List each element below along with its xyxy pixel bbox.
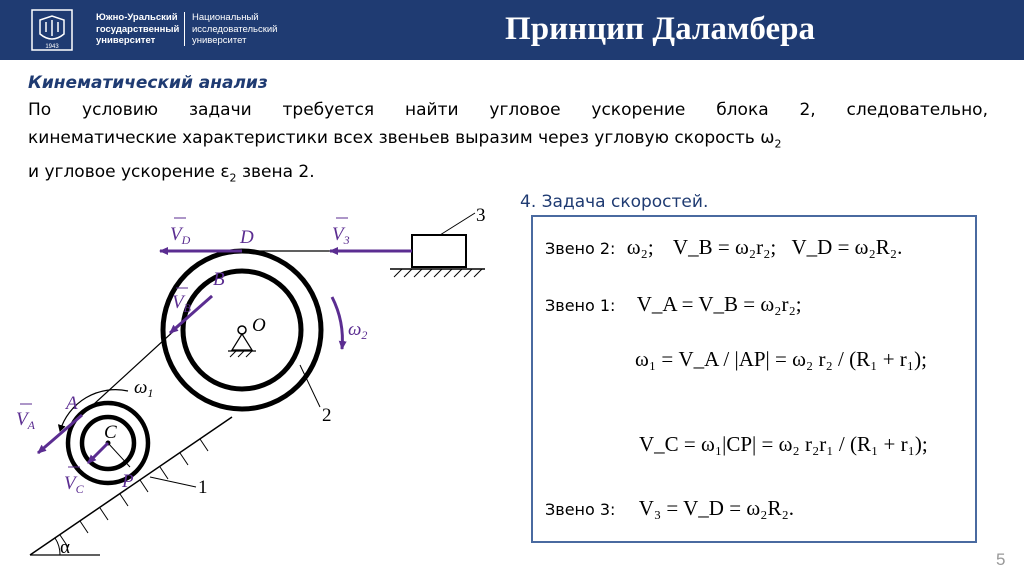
- body-3: [390, 213, 485, 277]
- paragraph-line-2: кинематические характеристики всех звеньев выразим через угловую скорость $\omega_2$: [28, 128, 782, 151]
- label-d: D: [240, 227, 254, 248]
- mechanism-diagram: [0, 195, 510, 565]
- task-heading: 4. Задача скоростей.: [520, 192, 709, 212]
- label-o: O: [252, 315, 266, 336]
- label-omega2: $\omega_2$: [348, 319, 368, 342]
- paragraph-line-3: и угловое ускорение $\varepsilon_2$ звена 2.: [28, 162, 315, 185]
- label-va: $V_A$: [16, 409, 35, 432]
- label-vd: $V_D$: [170, 224, 191, 247]
- university-logo-icon: [30, 8, 74, 52]
- label-b: B: [213, 269, 225, 290]
- label-alpha: α: [60, 537, 70, 558]
- label-vc: $V_C$: [64, 473, 84, 496]
- intro-paragraph: [28, 96, 988, 193]
- header-bar: [0, 0, 1024, 60]
- label-body-1: 1: [198, 477, 208, 498]
- label-p: P: [122, 471, 134, 492]
- formula-row-link1: Звено 1: V_A = V_B = ω₂r₂;: [545, 292, 802, 316]
- omega2-arc-icon: [332, 297, 342, 349]
- velocity-formulas-box: [531, 215, 977, 543]
- label-body-3: 3: [476, 205, 486, 226]
- block-2: [163, 251, 321, 409]
- label-vb: $V_B$: [172, 292, 191, 315]
- section-title: Кинематический анализ: [28, 73, 268, 93]
- page-title: Принцип Даламбера: [505, 11, 815, 47]
- formula-row-link3: Звено 3: V₃ = V_D = ω₂R₂.: [545, 496, 795, 520]
- national-label: Национальный исследовательский университет: [192, 12, 278, 46]
- label-v3: $V_3$: [332, 224, 350, 247]
- university-name: Южно-Уральский государственный университет: [96, 12, 180, 46]
- page-number: 5: [996, 550, 1006, 569]
- logo-year: 1943: [45, 44, 59, 50]
- label-omega1: $\omega_1$: [134, 377, 154, 400]
- label-a: A: [66, 393, 78, 414]
- header-divider: [184, 12, 185, 46]
- paragraph-line-1: По условию задачи требуется найти угловое ускорение блока 2, следовательно,: [28, 100, 988, 120]
- label-c: C: [104, 422, 117, 443]
- formula-omega1: ω₁ = V_A / |AP| = ω₂ r₂ / (R₁ + r₁);: [635, 347, 927, 371]
- label-body-2: 2: [322, 405, 332, 426]
- velocity-va-arrow: [38, 415, 82, 453]
- velocity-vc-arrow: [88, 443, 108, 463]
- formula-row-link2: Звено 2: ω₂; V_B = ω₂r₂; V_D = ω₂R₂.: [545, 235, 903, 259]
- formula-vc: V_C = ω₁|CP| = ω₂ r₂r₁ / (R₁ + r₁);: [639, 432, 928, 456]
